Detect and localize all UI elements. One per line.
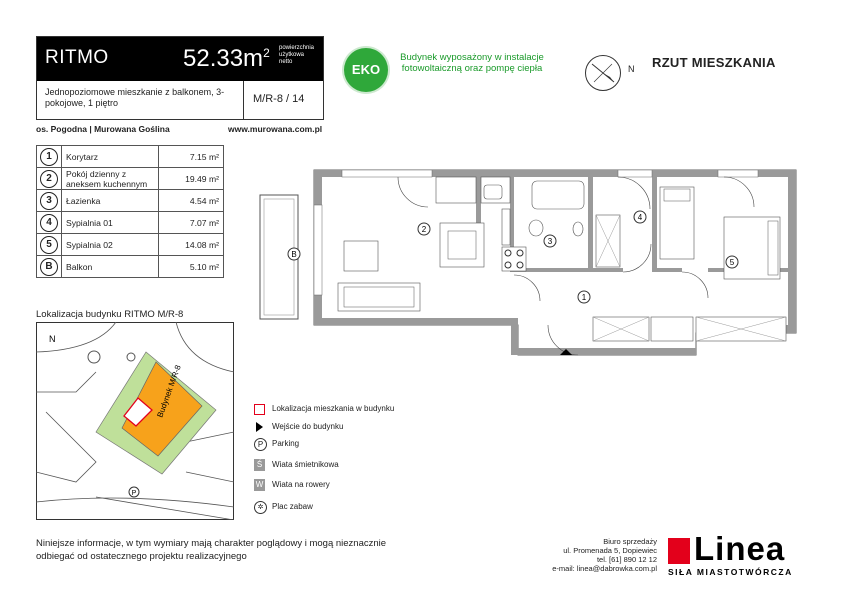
- building-label: Budynek M/R-8: [155, 363, 183, 419]
- waste-shelter-icon: Ś: [254, 459, 265, 471]
- office-address: ul. Promenada 5, Dopiewiec: [563, 546, 657, 555]
- apartment-area: $52.33m^2$: [183, 45, 270, 72]
- room-area: 19.49 m²: [159, 168, 224, 190]
- eko-badge: EKO: [344, 48, 388, 92]
- apartment-marker-icon: [254, 404, 265, 415]
- room-number-badge: B: [40, 258, 58, 276]
- svg-text:1: 1: [581, 293, 587, 302]
- rooms-table: [36, 145, 224, 278]
- room-number-badge: 5: [40, 236, 58, 254]
- parking-icon: P: [254, 438, 267, 451]
- svg-text:B: B: [291, 250, 297, 259]
- room-area: 7.15 m²: [159, 146, 224, 168]
- office-phone: tel. [61] 890 12 12: [596, 555, 657, 564]
- room-row: [37, 168, 224, 190]
- floor-plan: [248, 165, 808, 360]
- room-row: [37, 190, 224, 212]
- room-area: 4.54 m²: [159, 190, 224, 212]
- header-black-bar: [37, 37, 323, 81]
- north-label: N: [628, 64, 635, 74]
- apartment-code: M/R-8 / 14: [253, 93, 305, 105]
- bike-shelter-icon: W: [255, 480, 264, 489]
- room-name: Sypialnia 02: [62, 234, 159, 256]
- apartment-description: Jednopoziomowe mieszkanie z balkonem, 3-pokojowe, 1 piętro: [45, 87, 225, 108]
- svg-text:P: P: [131, 490, 137, 497]
- room-number-badge: 3: [40, 192, 58, 210]
- entrance-arrow-icon: [256, 422, 263, 432]
- apartment-header: [36, 36, 324, 120]
- room-number-badge: 1: [40, 148, 58, 166]
- room-area: 14.08 m²: [159, 234, 224, 256]
- svg-text:2: 2: [421, 225, 427, 234]
- divider: [243, 81, 244, 119]
- office-title: Biuro sprzedaży: [603, 537, 657, 546]
- svg-text:3: 3: [547, 237, 553, 246]
- area-label: powierzchnia użytkowa netto: [279, 45, 315, 65]
- website-link[interactable]: www.murowana.com.pl: [228, 124, 323, 134]
- room-number-badge: 2: [40, 170, 58, 188]
- room-name: Łazienka: [62, 190, 159, 212]
- room-row: [37, 146, 224, 168]
- disclaimer: Niniejsze informacje, w tym wymiary mają charakter poglądowy i mogą nieznacznie odbiegać od ostatecznego projektu realizacyjnego: [36, 538, 387, 562]
- eko-description: Budynek wyposażony w instalacje fotowoltaiczną oraz pompę ciepła: [400, 52, 544, 74]
- location-map: [36, 322, 234, 520]
- compass-icon: [585, 55, 621, 91]
- room-row: [37, 212, 224, 234]
- room-row: [37, 256, 224, 278]
- room-name: Pokój dzienny z aneksem kuchennym: [62, 168, 159, 190]
- apartment-name: RITMO: [45, 47, 109, 68]
- office-email[interactable]: e-mail: linea@dabrowka.com.pl: [552, 564, 657, 573]
- plan-title: RZUT MIESZKANIA: [652, 55, 776, 70]
- address: os. Pogodna | Murowana Goślina: [36, 124, 170, 134]
- sales-office: [520, 537, 657, 573]
- room-area: 5.10 m²: [159, 256, 224, 278]
- svg-text:4: 4: [637, 213, 643, 222]
- svg-text:N: N: [49, 334, 56, 344]
- room-name: Sypialnia 01: [62, 212, 159, 234]
- room-name: Korytarz: [62, 146, 159, 168]
- playground-icon: ✲: [254, 501, 267, 514]
- room-name: Balkon: [62, 256, 159, 278]
- room-row: [37, 234, 224, 256]
- room-area: 7.07 m²: [159, 212, 224, 234]
- svg-text:5: 5: [729, 258, 735, 267]
- room-number-badge: 4: [40, 214, 58, 232]
- linea-logo: Linea SIŁA MIASTOTWÓRCZA: [668, 530, 793, 577]
- location-title: Lokalizacja budynku RITMO M/R-8: [36, 309, 184, 320]
